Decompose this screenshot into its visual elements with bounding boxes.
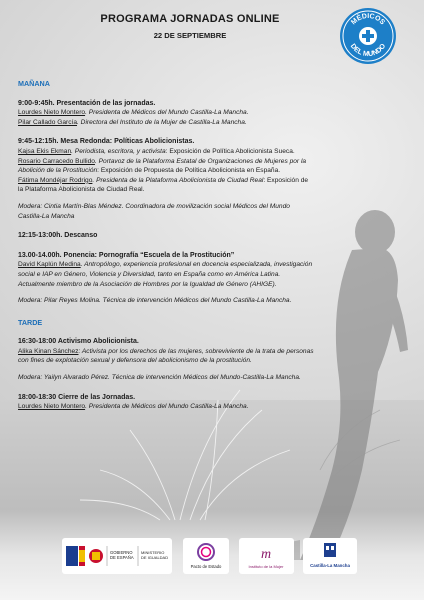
moderator-line: Modera: Yailyn Alvarado Pérez. Técnica de intervención Médicos del Mundo-Castilla-La Mancha. bbox=[18, 374, 301, 382]
program-title: PROGRAMA JORNADAS ONLINE bbox=[100, 13, 280, 25]
speaker-role: social e IAP en Género, Violencia y Diversidad, tanto en España como en América Latina. bbox=[18, 270, 281, 278]
speaker-role: . Presidenta de Médicos del Mundo Castilla-La Mancha. bbox=[85, 109, 249, 117]
ministerio-text-2: DE IGUALDAD bbox=[141, 555, 169, 560]
speaker-role: con fines de explotación sexual y defensora del abolicionismo de la prostitución. bbox=[18, 357, 252, 365]
speaker-name: Alika Kinan Sánchez bbox=[18, 347, 79, 355]
speaker-topic: : Exposición de Política Abolicionista Sueca. bbox=[165, 147, 295, 155]
sponsor-logos bbox=[0, 538, 424, 578]
moderator-line: Castilla-La Mancha bbox=[18, 212, 75, 220]
session-title: 16:30-18:00 Activismo Abolicionista. bbox=[18, 338, 139, 346]
gobierno-text-1: GOBIERNO bbox=[110, 550, 133, 555]
speaker-name: Lourdes Nieto Montero bbox=[18, 109, 86, 117]
speaker-name: Fátima Mondéjar Rodrigo bbox=[18, 176, 93, 184]
session-mesa-redonda bbox=[18, 137, 408, 221]
clm-text: Castilla-La Mancha bbox=[310, 563, 350, 568]
instituto-mujer-logo bbox=[239, 538, 294, 574]
session-descanso bbox=[18, 231, 408, 241]
session-title: 12:15-13:00h. Descanso bbox=[18, 232, 98, 240]
pacto-text: Pacto de Estado bbox=[190, 564, 222, 569]
medicos-del-mundo-logo bbox=[340, 8, 396, 64]
speaker-role: Abolición de la Prostitución bbox=[18, 167, 98, 175]
speaker-role: . Periodista, escritora, y activista bbox=[71, 147, 166, 155]
svg-text:m: m bbox=[260, 547, 272, 562]
ministerio-text-1: MINISTERIO bbox=[141, 550, 165, 555]
speaker-name: Lourdes Nieto Montero bbox=[18, 403, 86, 411]
program-content bbox=[18, 79, 408, 412]
speaker-role: . Antropólogo, experiencia profesional en docencia especializada, investigación bbox=[80, 261, 313, 269]
speaker-role: Actualmente miembro de la Asociación de Hombres por la Igualdad de Género (AHIGE). bbox=[18, 280, 277, 288]
section-label-morning: MAÑANA bbox=[18, 79, 50, 88]
program-date: 22 DE SEPTIEMBRE bbox=[153, 31, 227, 40]
logo-bottom-text: DEL MUNDO bbox=[348, 42, 388, 59]
speaker-topic: : Exposición de bbox=[263, 176, 309, 184]
section-label-afternoon: TARDE bbox=[18, 317, 43, 327]
session-presentacion bbox=[18, 99, 408, 128]
speaker-name: Pilar Callado García bbox=[18, 118, 78, 126]
speaker-name: Kajsa Ekis Ekman bbox=[18, 147, 72, 155]
speaker-role: . Portavoz de la Plataforma Estatal de Organizaciones de Mujeres por la bbox=[94, 157, 307, 165]
logo-top-text: MÉDICOS bbox=[350, 12, 386, 27]
moderator-line: Modera: Pilar Reyes Molina. Técnica de intervención Médicos del Mundo Castilla-La Mancha. bbox=[18, 297, 292, 305]
session-ponencia bbox=[18, 251, 408, 306]
speaker-name: Rosario Carracedo Bullido bbox=[18, 157, 95, 165]
session-title: 9:00-9:45h. Presentación de las jornadas. bbox=[18, 99, 156, 107]
speaker-topic: : Exposición de Propuesta de Política Abolicionista en España. bbox=[97, 167, 281, 175]
speaker-role: . Presidenta de Médicos del Mundo Castilla-La Mancha. bbox=[85, 403, 249, 411]
speaker-name: David Kaplún Medina bbox=[18, 261, 81, 269]
pacto-estado-logo bbox=[183, 538, 229, 574]
instituto-text: Instituto de la Mujer bbox=[248, 564, 284, 569]
session-activismo bbox=[18, 337, 408, 382]
castilla-la-mancha-logo bbox=[303, 538, 357, 574]
speaker-role: . Directora del Instituto de la Mujer de Castilla-La Mancha. bbox=[77, 118, 247, 126]
session-title: 13.00-14.00h. Ponencia: Pornografía “Escuela de la Prostitución” bbox=[18, 251, 235, 259]
session-cierre bbox=[18, 393, 408, 412]
session-title: 9:45-12:15h. Mesa Redonda: Políticas Abolicionistas. bbox=[18, 138, 195, 146]
gobierno-text-2: DE ESPAÑA bbox=[110, 555, 134, 560]
gobierno-espana-logo bbox=[62, 538, 172, 574]
speaker-role: : Activista por los derechos de las mujeres, sobreviviente de la trata de personas bbox=[78, 347, 314, 355]
moderator-line: Modera: Cintia Martín-Blas Méndez. Coordinadora de movilización social Médicos del Mundo bbox=[18, 202, 290, 210]
session-title: 18:00-18:30 Cierre de las Jornadas. bbox=[18, 393, 136, 401]
speaker-role: . Presidenta de la Plataforma Abolicionista de Ciudad Real bbox=[92, 176, 264, 184]
speaker-topic: la Plataforma Abolicionista de Ciudad Real. bbox=[18, 186, 145, 194]
